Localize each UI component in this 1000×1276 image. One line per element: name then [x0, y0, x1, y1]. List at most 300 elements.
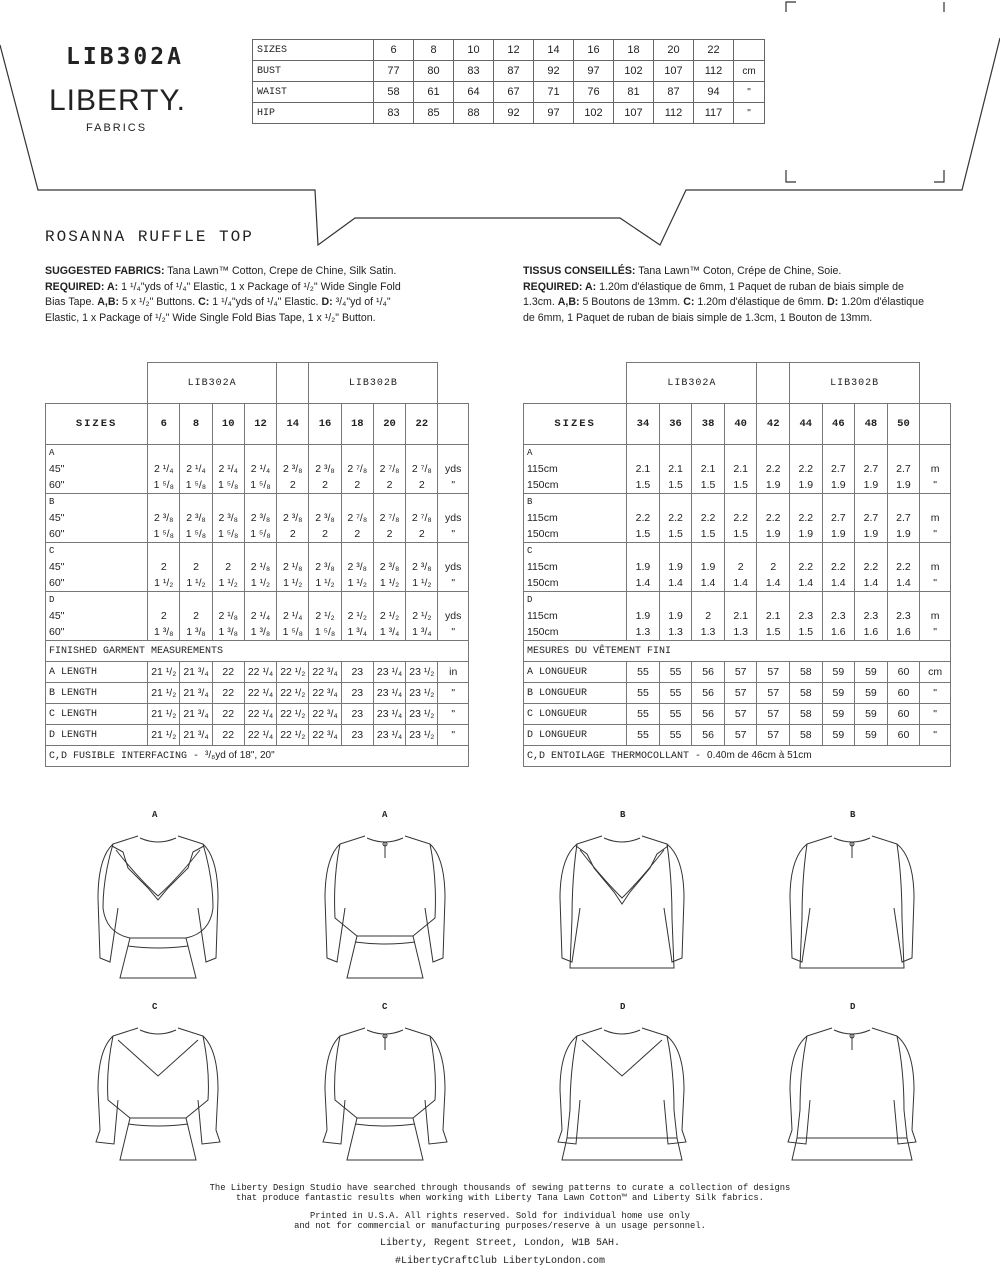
unit-cell: "	[438, 725, 469, 746]
fabric-width: 115cm	[524, 461, 627, 477]
unit-cell: yds	[438, 461, 469, 477]
finished-cell: 59	[855, 683, 888, 704]
finished-cell: 59	[822, 683, 855, 704]
yardage-cell: 2.7	[855, 510, 888, 526]
finished-label: A LENGTH	[46, 662, 148, 683]
finished-cell: 55	[659, 704, 692, 725]
yardage-cell: 1 ¹/₂	[212, 575, 244, 592]
unit-cell: "	[920, 477, 951, 494]
fabric-width: 60"	[46, 477, 148, 494]
finished-cell: 23 ¹/₄	[373, 683, 405, 704]
yardage-cell: 2.2	[692, 510, 725, 526]
yardage-cell: 1 ¹/₂	[277, 575, 309, 592]
yardage-cell: 2 ³/₈	[277, 461, 309, 477]
yardage-cell: 1.9	[627, 608, 660, 624]
yardage-cell: 2 ¹/₄	[277, 608, 309, 624]
yardage-cell: 2	[277, 526, 309, 543]
unit-cell: "	[438, 477, 469, 494]
yardage-cell: 2 ¹/₄	[212, 461, 244, 477]
yardage-cell: 2.2	[887, 559, 920, 575]
finished-cell: 23	[341, 704, 373, 725]
group-b-label: LIB302B	[790, 363, 920, 404]
yardage-cell: 2.3	[855, 608, 888, 624]
finished-cell: 23	[341, 683, 373, 704]
size-chart-cell: 94	[694, 82, 734, 103]
finished-cell: 55	[627, 725, 660, 746]
unit-cell: "	[438, 683, 469, 704]
finished-cell: 22 ¹/₂	[277, 704, 309, 725]
yardage-cell: 2 ⁷/₈	[341, 461, 373, 477]
yardage-cell: 2 ¹/₂	[309, 608, 341, 624]
yardage-cell: 1 ¹/₂	[148, 575, 180, 592]
fabric-width: 115cm	[524, 510, 627, 526]
yardage-cell: 2.2	[724, 510, 757, 526]
finished-cell: 57	[757, 704, 790, 725]
yardage-cell: 2	[180, 608, 212, 624]
yardage-cell: 1.4	[822, 575, 855, 592]
fabric-width: 60"	[46, 624, 148, 641]
yardage-cell: 1.4	[692, 575, 725, 592]
yardage-cell: 1.9	[627, 559, 660, 575]
finished-cell: 22	[212, 704, 244, 725]
finished-cell: 57	[724, 662, 757, 683]
unit-cell: "	[920, 725, 951, 746]
size-cell: 46	[822, 404, 855, 445]
finished-cell: 21 ¹/₂	[148, 683, 180, 704]
size-chart-cell: 102	[574, 103, 614, 124]
size-chart-cell: 85	[414, 103, 454, 124]
unit-cell: in	[438, 662, 469, 683]
yardage-cell: 2.3	[822, 608, 855, 624]
yardage-cell: 2 ³/₈	[309, 559, 341, 575]
yardage-cell: 1.4	[757, 575, 790, 592]
view-label: C	[382, 1002, 388, 1012]
yardage-cell: 1.6	[887, 624, 920, 641]
view-name: C	[524, 543, 627, 560]
size-chart-cell: 88	[454, 103, 494, 124]
yardage-cell: 2.7	[887, 510, 920, 526]
view-label: D	[620, 1002, 626, 1012]
yardage-cell: 2 ⁷/₈	[341, 510, 373, 526]
finished-cell: 55	[627, 683, 660, 704]
finished-cell: 55	[627, 704, 660, 725]
yardage-cell: 1.9	[757, 477, 790, 494]
size-chart-cell: 6	[374, 40, 414, 61]
yardage-cell: 1.4	[855, 575, 888, 592]
size-chart-cell: 83	[374, 103, 414, 124]
finished-cell: 23 ¹/₄	[373, 725, 405, 746]
finished-cell: 60	[887, 662, 920, 683]
finished-cell: 56	[692, 683, 725, 704]
finished-cell: 58	[790, 662, 823, 683]
view-name: D	[524, 592, 627, 609]
size-cell: 50	[887, 404, 920, 445]
yardage-cell: 1.5	[627, 526, 660, 543]
yardage-cell: 2.1	[659, 461, 692, 477]
yardage-cell: 1.5	[659, 526, 692, 543]
size-chart-cell: 64	[454, 82, 494, 103]
finished-cell: 21 ¹/₂	[148, 725, 180, 746]
unit-cell: "	[438, 624, 469, 641]
yardage-cell: 2 ³/₈	[341, 559, 373, 575]
interfacing-label: C,D ENTOILAGE THERMOCOLLANT -	[527, 751, 708, 762]
unit-cell: "	[438, 575, 469, 592]
yardage-cell: 1 ³/₈	[212, 624, 244, 641]
yardage-cell: 2	[406, 477, 438, 494]
size-chart-unit: cm	[734, 61, 765, 82]
view-label: A	[152, 810, 158, 820]
yardage-cell: 2 ³/₈	[244, 510, 276, 526]
yardage-cell: 2.1	[757, 608, 790, 624]
yardage-cell: 2.3	[790, 608, 823, 624]
unit-cell: m	[920, 461, 951, 477]
yardage-cell: 2 ³/₈	[212, 510, 244, 526]
yardage-cell: 2 ⁷/₈	[406, 461, 438, 477]
finished-cell: 59	[855, 662, 888, 683]
yardage-cell: 1.3	[627, 624, 660, 641]
finished-cell: 56	[692, 662, 725, 683]
yardage-cell: 2.2	[627, 510, 660, 526]
yardage-cell: 2.2	[757, 510, 790, 526]
sizes-label: SIZES	[46, 404, 148, 445]
size-chart-label: SIZES	[253, 40, 374, 61]
size-chart-cell: 58	[374, 82, 414, 103]
finished-cell: 59	[855, 704, 888, 725]
finished-cell: 22 ³/₄	[309, 725, 341, 746]
size-chart-cell: 80	[414, 61, 454, 82]
size-chart-cell: 67	[494, 82, 534, 103]
fabric-width: 60"	[46, 526, 148, 543]
finished-cell: 56	[692, 725, 725, 746]
yardage-cell: 1.9	[757, 526, 790, 543]
size-chart-cell: 77	[374, 61, 414, 82]
yardage-cell: 1.4	[724, 575, 757, 592]
yardage-cell: 1 ⁵/₈	[180, 526, 212, 543]
size-chart-cell: 92	[534, 61, 574, 82]
yardage-cell: 2 ¹/₄	[148, 461, 180, 477]
finished-cell: 56	[692, 704, 725, 725]
size-cell: 38	[692, 404, 725, 445]
group-a-label: LIB302A	[148, 363, 277, 404]
brand-sub: FABRICS	[86, 122, 148, 134]
size-cell: 22	[406, 404, 438, 445]
finished-cell: 23 ¹/₂	[406, 704, 438, 725]
yardage-cell: 2 ³/₈	[180, 510, 212, 526]
finished-cell: 22 ¹/₂	[277, 662, 309, 683]
yardage-cell: 2.7	[822, 461, 855, 477]
yardage-cell: 2.7	[855, 461, 888, 477]
yardage-cell: 1.9	[692, 559, 725, 575]
finished-cell: 58	[790, 725, 823, 746]
interfacing-text: ³/₈yd of 18", 20"	[205, 750, 275, 761]
size-chart-cell: 16	[574, 40, 614, 61]
yardage-cell: 2	[373, 526, 405, 543]
yardage-cell: 1 ⁵/₈	[244, 477, 276, 494]
yardage-cell: 1.5	[692, 477, 725, 494]
fabric-width: 45"	[46, 608, 148, 624]
unit-cell: "	[920, 704, 951, 725]
yardage-cell: 2.3	[887, 608, 920, 624]
yardage-cell: 1.9	[887, 477, 920, 494]
finished-cell: 22 ³/₄	[309, 683, 341, 704]
yardage-cell: 1.3	[692, 624, 725, 641]
unit-cell: m	[920, 559, 951, 575]
finished-cell: 21 ³/₄	[180, 662, 212, 683]
finished-cell: 57	[757, 683, 790, 704]
finished-cell: 59	[822, 662, 855, 683]
finished-cell: 21 ³/₄	[180, 704, 212, 725]
size-chart-cell: 18	[614, 40, 654, 61]
yardage-cell: 2.2	[790, 461, 823, 477]
yardage-cell: 1 ¹/₂	[309, 575, 341, 592]
yardage-cell: 1.4	[887, 575, 920, 592]
finished-cell: 23 ¹/₂	[406, 683, 438, 704]
fabric-width: 115cm	[524, 559, 627, 575]
view-name: C	[46, 543, 148, 560]
yardage-cell: 2 ¹/₈	[244, 559, 276, 575]
yardage-cell: 2	[148, 559, 180, 575]
yardage-cell: 1 ³/₄	[341, 624, 373, 641]
unit-cell: cm	[920, 662, 951, 683]
view-label: C	[152, 1002, 158, 1012]
yardage-cell: 2 ³/₈	[373, 559, 405, 575]
yardage-cell: 2 ³/₈	[309, 461, 341, 477]
finished-cell: 60	[887, 683, 920, 704]
yardage-cell: 2.2	[822, 559, 855, 575]
yardage-cell: 2 ¹/₈	[212, 608, 244, 624]
yardage-cell: 1 ⁵/₈	[277, 624, 309, 641]
yardage-cell: 1.5	[724, 526, 757, 543]
size-cell: 16	[309, 404, 341, 445]
size-chart-label: WAIST	[253, 82, 374, 103]
size-chart-cell: 97	[574, 61, 614, 82]
finished-cell: 22 ³/₄	[309, 704, 341, 725]
yardage-cell: 2.2	[790, 559, 823, 575]
interfacing-text: 0.40m de 46cm à 51cm	[707, 750, 812, 761]
size-chart-unit: "	[734, 82, 765, 103]
finished-label: C LONGUEUR	[524, 704, 627, 725]
finished-cell: 22	[212, 725, 244, 746]
fabric-width: 45"	[46, 510, 148, 526]
unit-cell: "	[438, 526, 469, 543]
yardage-cell: 1.9	[887, 526, 920, 543]
sizes-label: SIZES	[524, 404, 627, 445]
yardage-cell: 1.6	[855, 624, 888, 641]
size-chart-cell: 81	[614, 82, 654, 103]
size-chart-cell: 107	[614, 103, 654, 124]
view-name: B	[524, 494, 627, 511]
size-chart-cell: 61	[414, 82, 454, 103]
fabric-width: 150cm	[524, 477, 627, 494]
yardage-cell: 1.9	[659, 559, 692, 575]
yardage-cell: 2	[692, 608, 725, 624]
size-chart-label: HIP	[253, 103, 374, 124]
finished-cell: 21 ¹/₂	[148, 704, 180, 725]
view-name: D	[46, 592, 148, 609]
unit-cell: m	[920, 510, 951, 526]
unit-cell: "	[920, 575, 951, 592]
size-cell: 40	[724, 404, 757, 445]
yardage-cell: 1.9	[822, 526, 855, 543]
finished-cell: 57	[757, 725, 790, 746]
finished-cell: 22 ¹/₂	[277, 725, 309, 746]
yardage-cell: 1 ¹/₂	[341, 575, 373, 592]
yardage-cell: 1.9	[855, 526, 888, 543]
view-label: D	[850, 1002, 856, 1012]
finished-title: FINISHED GARMENT MEASUREMENTS	[46, 641, 469, 662]
yardage-cell: 2	[341, 526, 373, 543]
view-label: B	[850, 810, 856, 820]
finished-cell: 60	[887, 725, 920, 746]
finished-cell: 23 ¹/₄	[373, 704, 405, 725]
group-b-label: LIB302B	[309, 363, 438, 404]
yardage-cell: 2.7	[887, 461, 920, 477]
notions-english: SUGGESTED FABRICS: Tana Lawn™ Cotton, Crepe de Chine, Silk Satin. REQUIRED: A: 1 ¹/₄"yds of ¹/₄" Elastic, 1 x Package of ¹/₂" Wide Single Fold Bias Tape. A,B: 5 x ¹/₂" Buttons. C: 1 ¹/₄"yds of ¹/₄" Elastic. D: ³/₄"yd of ¹/₄" Elastic, 1 x Package of ¹/₂" Wide Single Fold Bias Tape, 1 x ¹/₂" Button.	[45, 265, 401, 324]
size-cell: 6	[148, 404, 180, 445]
finished-cell: 22 ¹/₄	[244, 704, 276, 725]
yardage-cell: 1.5	[659, 477, 692, 494]
yardage-cell: 1 ¹/₂	[244, 575, 276, 592]
fabric-width: 150cm	[524, 624, 627, 641]
yardage-cell: 1.9	[822, 477, 855, 494]
yardage-cell: 2 ³/₈	[406, 559, 438, 575]
yardage-cell: 2.1	[692, 461, 725, 477]
finished-cell: 60	[887, 704, 920, 725]
size-cell: 8	[180, 404, 212, 445]
yardage-cell: 1 ³/₄	[373, 624, 405, 641]
yardage-cell: 2.1	[724, 461, 757, 477]
fabric-width: 115cm	[524, 608, 627, 624]
size-chart-cell: 10	[454, 40, 494, 61]
yardage-cell: 1 ⁵/₈	[148, 477, 180, 494]
finished-cell: 59	[822, 704, 855, 725]
yardage-cell: 1.9	[659, 608, 692, 624]
yardage-cell: 1.4	[790, 575, 823, 592]
fabric-width: 60"	[46, 575, 148, 592]
finished-cell: 22	[212, 683, 244, 704]
yardage-cell: 2.2	[659, 510, 692, 526]
finished-label: B LENGTH	[46, 683, 148, 704]
size-chart-label: BUST	[253, 61, 374, 82]
size-cell: 42	[757, 404, 790, 445]
footer: The Liberty Design Studio have searched through thousands of sewing patterns to curate a collection of designs that produce fantastic results when working with Liberty Tana Lawn Cotton™ and Liberty Silk fabrics. Printed in U.S.A. All rights reserved. Sold for individual home use only and not for commercial or manufacturing purposes/reserve à un usage personnel. Liberty, Regent Street, London, W1B 5AH. #LibertyCraftClub LibertyLondon.com	[209, 1183, 791, 1267]
finished-cell: 22 ¹/₄	[244, 725, 276, 746]
size-chart-cell: 87	[654, 82, 694, 103]
size-chart-cell: 102	[614, 61, 654, 82]
finished-cell: 23 ¹/₄	[373, 662, 405, 683]
size-chart-cell: 97	[534, 103, 574, 124]
finished-cell: 58	[790, 704, 823, 725]
finished-cell: 23	[341, 725, 373, 746]
yardage-cell: 1 ¹/₂	[180, 575, 212, 592]
fabric-width: 45"	[46, 461, 148, 477]
size-cell: 14	[277, 404, 309, 445]
size-cell: 10	[212, 404, 244, 445]
finished-label: D LENGTH	[46, 725, 148, 746]
finished-cell: 22 ¹/₄	[244, 683, 276, 704]
yardage-cell: 1 ³/₈	[244, 624, 276, 641]
yardage-cell: 2	[406, 526, 438, 543]
finished-cell: 23	[341, 662, 373, 683]
view-name: A	[524, 445, 627, 462]
view-label: B	[620, 810, 626, 820]
finished-cell: 57	[724, 704, 757, 725]
size-chart-cell: 112	[694, 61, 734, 82]
size-chart-cell: 83	[454, 61, 494, 82]
size-cell: 36	[659, 404, 692, 445]
yardage-cell: 1.9	[790, 477, 823, 494]
finished-cell: 21 ¹/₂	[148, 662, 180, 683]
yardage-cell: 1.5	[790, 624, 823, 641]
yardage-cell: 2 ³/₈	[309, 510, 341, 526]
finished-cell: 59	[855, 725, 888, 746]
yardage-cell: 2.2	[855, 559, 888, 575]
yardage-cell: 2.1	[627, 461, 660, 477]
yardage-cell: 2.7	[822, 510, 855, 526]
size-chart-cell: 12	[494, 40, 534, 61]
yardage-cell: 2 ¹/₂	[341, 608, 373, 624]
yardage-cell: 2 ⁷/₈	[373, 510, 405, 526]
size-cell: 12	[244, 404, 276, 445]
yardage-cell: 1.4	[659, 575, 692, 592]
finished-cell: 55	[659, 725, 692, 746]
yardage-cell: 2	[277, 477, 309, 494]
finished-cell: 21 ³/₄	[180, 683, 212, 704]
finished-cell: 57	[724, 725, 757, 746]
finished-cell: 22 ¹/₂	[277, 683, 309, 704]
yardage-cell: 2	[309, 526, 341, 543]
finished-cell: 59	[822, 725, 855, 746]
yardage-cell: 1.9	[790, 526, 823, 543]
finished-cell: 23 ¹/₂	[406, 725, 438, 746]
finished-cell: 23 ¹/₂	[406, 662, 438, 683]
view-name: A	[46, 445, 148, 462]
page-title: ROSANNA RUFFLE TOP	[45, 228, 254, 246]
notions-french: TISSUS CONSEILLÉS: Tana Lawn™ Coton, Crépe de Chine, Soie. REQUIRED: A: 1.20m d'élastique de 6mm, 1 Paquet de ruban de biais simple de 1.3cm. A,B: 5 Boutons de 13mm. C: 1.20m d'élastique de 6mm. D: 1.20m d'élastique de 6mm, 1 Paquet de ruban de biais simple de 1.3cm, 1 Bouton de 13mm.	[523, 265, 924, 324]
yardage-cell: 2 ¹/₈	[277, 559, 309, 575]
size-cell: 44	[790, 404, 823, 445]
finished-cell: 22 ³/₄	[309, 662, 341, 683]
size-chart-cell: 87	[494, 61, 534, 82]
finished-cell: 57	[757, 662, 790, 683]
yardage-cell: 1 ⁵/₈	[212, 477, 244, 494]
yardage-cell: 2 ³/₈	[277, 510, 309, 526]
pattern-code: LIB302A	[66, 44, 184, 70]
unit-cell: yds	[438, 510, 469, 526]
unit-cell: "	[438, 704, 469, 725]
yardage-cell: 2 ⁷/₈	[373, 461, 405, 477]
yardage-cell: 2 ¹/₄	[180, 461, 212, 477]
yardage-cell: 1 ³/₄	[406, 624, 438, 641]
size-chart-cell: 71	[534, 82, 574, 103]
size-cell: 48	[855, 404, 888, 445]
finished-label: C LENGTH	[46, 704, 148, 725]
unit-cell: "	[920, 624, 951, 641]
yardage-cell: 1.5	[627, 477, 660, 494]
yardage-cell: 2.1	[724, 608, 757, 624]
yardage-cell: 1 ⁵/₈	[309, 624, 341, 641]
size-chart-cell: 22	[694, 40, 734, 61]
unit-cell: "	[920, 683, 951, 704]
yardage-cell: 2 ¹/₂	[373, 608, 405, 624]
view-label: A	[382, 810, 388, 820]
yardage-cell: 2	[373, 477, 405, 494]
size-chart-cell: 92	[494, 103, 534, 124]
yardage-cell: 1 ⁵/₈	[180, 477, 212, 494]
size-chart-cell: 117	[694, 103, 734, 124]
yardage-cell: 1.3	[724, 624, 757, 641]
finished-cell: 55	[627, 662, 660, 683]
